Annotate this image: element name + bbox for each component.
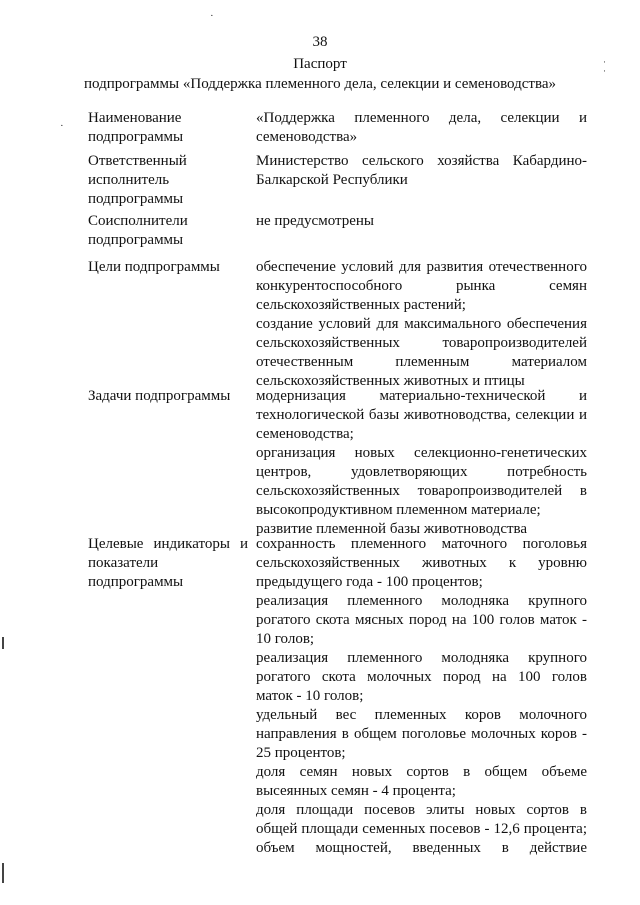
scan-speck: · (210, 10, 214, 22)
subprogram-title: подпрограммы «Поддержка племенного дела, селекции и семеноводства» (83, 76, 557, 92)
value-line: высокопродуктивном племенном материале; (256, 502, 541, 518)
row-label: Задачи подпрограммы (88, 388, 231, 404)
value-line: обеспечение условий для развития отечественного (256, 259, 587, 275)
value-line: рогатого скота мясных пород на 100 голов маток - (256, 612, 587, 628)
value-line: направления в общем поголовье молочных коров - (256, 726, 587, 742)
value-line: Балкарской Республики (256, 172, 408, 188)
value-line: организация новых селекционно-генетических (256, 445, 587, 461)
value-line: доля семян новых сортов в общем объеме (256, 764, 587, 780)
value-line: семеноводства» (256, 129, 358, 145)
value-line: семеноводства; (256, 426, 354, 442)
value-line: развитие племенной базы животноводства (256, 521, 528, 537)
value-line: 10 голов; (256, 631, 315, 647)
row-label: Наименование подпрограммы (88, 110, 184, 145)
scan-edge-mark (2, 863, 4, 883)
value-line: рогатого скота молочных пород на 100 голов (256, 669, 587, 685)
scan-speck: · (60, 120, 64, 132)
value-line: реализация племенного молодняка крупного (256, 650, 587, 666)
value-line: «Поддержка племенного дела, селекции и (256, 110, 587, 126)
value-line: Министерство сельского хозяйства Кабардино- (256, 153, 587, 169)
row-value (256, 212, 587, 231)
value-line: реализация племенного молодняка крупного (256, 593, 587, 609)
value-line: сельскохозяйственных товаропроизводителей (256, 335, 587, 351)
value-line: сельскохозяйственных животных и птицы (256, 373, 525, 389)
value-line: сельскохозяйственных животных к уровню (256, 555, 587, 571)
row-value (256, 109, 587, 147)
value-line: конкурентоспособного рынка семян (256, 278, 587, 294)
page-number: 38 (312, 34, 328, 50)
value-line: доля площади посевов элиты новых сортов в (256, 802, 587, 818)
row-label: Целевые индикаторы и показатели подпрограммы (88, 536, 248, 590)
value-line: не предусмотрены (256, 213, 375, 229)
value-line: сохранность племенного маточного поголовья (256, 536, 587, 552)
value-line: модернизация материально-технической и (256, 388, 587, 404)
value-line: 25 процентов; (256, 745, 346, 761)
row-value (256, 387, 587, 539)
row-value (256, 258, 587, 391)
value-line: удельный вес племенных коров молочного (256, 707, 587, 723)
scan-mark: · · (603, 57, 606, 76)
row-label: Соисполнители подпрограммы (88, 213, 188, 248)
value-line: сельскохозяйственных растений; (256, 297, 466, 313)
row-label: Цели подпрограммы (88, 259, 220, 275)
value-line: центров, удовлетворяющих потребность (256, 464, 587, 480)
value-line: отечественным племенным материалом (256, 354, 587, 370)
value-line: общей площади семенных посевов - 12,6 процента; (256, 821, 587, 837)
row-value (256, 535, 587, 858)
scan-edge-mark (2, 637, 4, 649)
value-line: предыдущего года - 100 процентов; (256, 574, 483, 590)
passport-title: Паспорт (293, 56, 347, 72)
value-line: технологической базы животноводства, селекции и (256, 407, 587, 423)
row-label: Ответственный исполнитель подпрограммы (88, 153, 187, 207)
value-line: объем мощностей, введенных в действие (256, 840, 587, 856)
value-line: высеянных семян - 4 процента; (256, 783, 456, 799)
row-value (256, 152, 587, 190)
value-line: создание условий для максимального обеспечения (256, 316, 587, 332)
value-line: маток - 10 голов; (256, 688, 364, 704)
value-line: сельскохозяйственных товаропроизводителей в (256, 483, 587, 499)
